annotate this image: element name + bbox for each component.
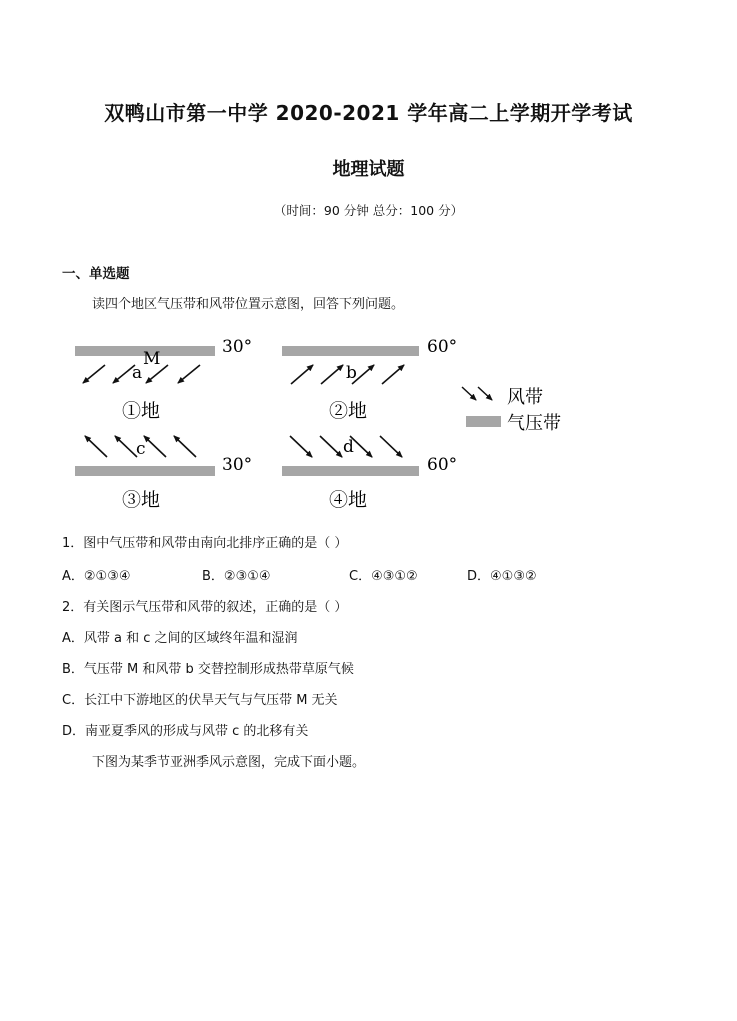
subject-title: 地理试题 (332, 159, 405, 180)
pressure-belt-3 (75, 466, 215, 476)
belt-label-m: M (143, 349, 161, 369)
wind-letter-b: b (346, 363, 357, 383)
panel-1 (75, 337, 252, 422)
figure-legend (462, 387, 561, 434)
wind-letter-d: d (343, 437, 354, 457)
q2-option-a: A．风带 a 和 c 之间的区域终年温和湿润 (62, 631, 298, 646)
panel-name-1: ①地 (122, 400, 161, 422)
section-intro: 读四个地区气压带和风带位置示意图，回答下列问题。 (92, 297, 405, 312)
lat-label-3: 30° (222, 455, 253, 475)
legend-pressure-label: 气压带 (507, 413, 561, 434)
pressure-wind-figure (0, 330, 737, 510)
page-title: 双鸭山市第一中学 2020-2021 学年高二上学期开学考试 (104, 101, 633, 125)
panel-4 (282, 436, 457, 510)
pressure-belt-2 (282, 346, 419, 356)
wind-letter-a: a (132, 363, 143, 383)
panel-name-3: ③地 (122, 489, 161, 510)
panel-3 (75, 436, 252, 510)
wind-letter-c: c (136, 439, 146, 459)
lat-label-1: 30° (222, 337, 253, 357)
panel-name-2: ②地 (329, 400, 368, 422)
q2-option-c: C．长江中下游地区的伏旱天气与气压带 M 无关 (62, 693, 338, 708)
q1-option-a: A．②①③④ (62, 569, 131, 584)
next-question-intro: 下图为某季节亚洲季风示意图，完成下面小题。 (92, 755, 366, 770)
pressure-belt-4 (282, 466, 419, 476)
panel-name-4: ④地 (329, 489, 368, 510)
q2-option-b: B．气压带 M 和风带 b 交替控制形成热带草原气候 (62, 662, 354, 677)
question-1-stem: 1．图中气压带和风带由南向北排序正确的是（ ） (62, 536, 348, 551)
q2-option-d: D．南亚夏季风的形成与风带 c 的北移有关 (62, 724, 309, 739)
exam-info: （时间：90 分钟 总分：100 分） (273, 203, 464, 218)
section-heading: 一、单选题 (62, 266, 130, 282)
panel-2 (282, 337, 457, 422)
q1-option-c: C．④③①② (349, 569, 418, 584)
q1-option-d: D．④①③② (467, 569, 537, 584)
q1-option-b: B．②③①④ (202, 569, 271, 584)
legend-pressure-swatch (466, 416, 501, 427)
question-2-stem: 2．有关图示气压带和风带的叙述，正确的是（ ） (62, 600, 348, 615)
legend-wind-label: 风带 (507, 387, 543, 408)
lat-label-2: 60° (427, 337, 458, 357)
lat-label-4: 60° (427, 455, 458, 475)
